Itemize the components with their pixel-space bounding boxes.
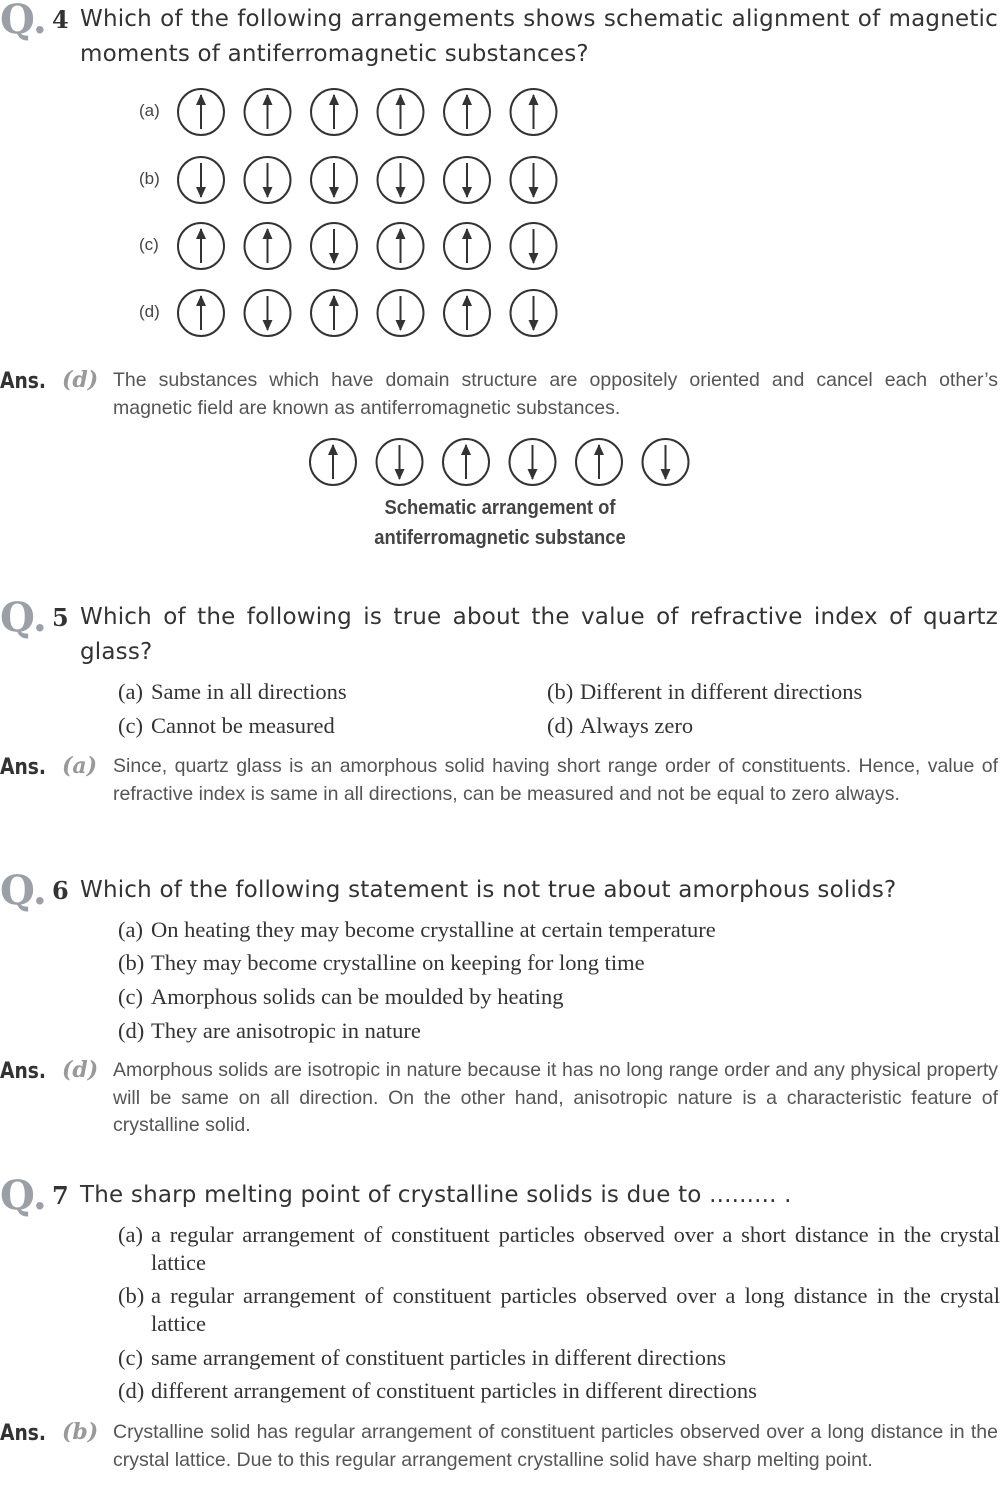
down-arrow-circle-icon: [377, 439, 423, 485]
down-arrow-circle-icon: [511, 290, 557, 336]
down-arrow-circle-icon: [643, 439, 689, 485]
down-arrow-circle-icon: [511, 223, 557, 269]
option-text: Always zero: [580, 713, 694, 738]
question-text: Which of the following statement is not true about amorphous solids?: [80, 877, 897, 903]
answer-label: Ans.: [0, 1421, 47, 1446]
antiferromagnetic-figure: [0, 432, 1000, 492]
up-arrow-circle-icon: [311, 89, 357, 135]
option-d[interactable]: [118, 1017, 421, 1045]
option-text: They are anisotropic in nature: [151, 1018, 421, 1043]
up-arrow-circle-icon: [443, 439, 489, 485]
option-label: (d): [118, 1018, 145, 1043]
diagram-option-label: (d): [139, 302, 160, 321]
up-arrow-circle-icon: [245, 89, 291, 135]
answer-label: Ans.: [0, 1059, 47, 1084]
answer-key: (b): [62, 1419, 99, 1445]
down-arrow-circle-icon: [511, 157, 557, 203]
option-text: Amorphous solids can be moulded by heating: [151, 984, 564, 1009]
option-d[interactable]: [547, 712, 693, 740]
option-text: Same in all directions: [151, 679, 347, 704]
question-number: 4: [52, 5, 69, 34]
up-arrow-circle-icon: [178, 223, 224, 269]
answer-key: (a): [62, 753, 98, 779]
answer-text: Crystalline solid has regular arrangement of constituent particles observed over a long distance in the crystal lattice. Due to this regular arrangement crystalline solid have sharp melting point.: [113, 1421, 998, 1471]
up-arrow-circle-icon: [444, 290, 490, 336]
diagram-option-label: (c): [139, 235, 159, 254]
option-a[interactable]: [118, 916, 716, 944]
answer-label: Ans.: [0, 369, 47, 394]
option-text: different arrangement of constituent particles in different directions: [151, 1378, 757, 1403]
answer-key: (d): [62, 367, 99, 393]
question-number: 6: [52, 876, 69, 905]
figure-caption-line2: antiferromagnetic substance: [374, 527, 626, 549]
option-c[interactable]: [118, 1344, 726, 1372]
option-label: (c): [118, 1345, 143, 1370]
question-text: Which of the following arrangements shows schematic alignment of magnetic moments of antiferromagnetic substances?: [80, 6, 998, 67]
option-label: (d): [547, 713, 574, 738]
question-label: Q.: [0, 867, 47, 914]
option-a[interactable]: [118, 678, 347, 706]
answer-text: The substances which have domain structure are oppositely oriented and cancel each other’s magnetic field are known as antiferromagnetic substances.: [113, 369, 998, 419]
question-text: The sharp melting point of crystalline solids is due to ......... .: [80, 1182, 792, 1208]
answer-text: Since, quartz glass is an amorphous solid having short range order of constituents. Hence, value of refractive index is same in all directions, can be measured and not be equal to zero always.: [113, 755, 998, 805]
diagram-option-row: [0, 82, 1000, 142]
answer-label: Ans.: [0, 755, 47, 780]
option-text: a regular arrangement of constituent particles observed over a long distance in the crystal lattice: [151, 1283, 1000, 1336]
option-label: (b): [547, 679, 574, 704]
option-text: Cannot be measured: [151, 713, 335, 738]
up-arrow-circle-icon: [444, 89, 490, 135]
diagram-option-row: [0, 283, 1000, 343]
answer-key: (d): [62, 1057, 99, 1083]
option-label: (b): [118, 1283, 145, 1308]
up-arrow-circle-icon: [576, 439, 622, 485]
figure-caption-line1: Schematic arrangement of: [384, 497, 616, 519]
diagram-option-row: [0, 150, 1000, 210]
down-arrow-circle-icon: [311, 157, 357, 203]
question-label: Q.: [0, 1172, 47, 1219]
up-arrow-circle-icon: [378, 89, 424, 135]
down-arrow-circle-icon: [378, 157, 424, 203]
up-arrow-circle-icon: [444, 223, 490, 269]
option-label: (a): [118, 1222, 143, 1247]
up-arrow-circle-icon: [311, 290, 357, 336]
question-number: 5: [52, 603, 69, 632]
option-label: (d): [118, 1378, 145, 1403]
diagram-option-row: [0, 216, 1000, 276]
up-arrow-circle-icon: [378, 223, 424, 269]
question-label: Q.: [0, 594, 47, 641]
question-text: Which of the following is true about the value of refractive index of quartz glass?: [80, 604, 998, 665]
up-arrow-circle-icon: [178, 89, 224, 135]
question-label: Q.: [0, 0, 47, 43]
option-label: (c): [118, 984, 143, 1009]
option-c[interactable]: [118, 983, 563, 1011]
down-arrow-circle-icon: [444, 157, 490, 203]
option-text: They may become crystalline on keeping for long time: [151, 950, 645, 975]
option-b[interactable]: [118, 949, 645, 977]
option-label: (c): [118, 713, 143, 738]
option-label: (a): [118, 679, 143, 704]
question-number: 7: [52, 1181, 69, 1210]
down-arrow-circle-icon: [311, 223, 357, 269]
diagram-option-label: (a): [139, 101, 160, 120]
down-arrow-circle-icon: [510, 439, 556, 485]
up-arrow-circle-icon: [310, 439, 356, 485]
answer-text: Amorphous solids are isotropic in nature because it has no long range order and any physical property will be same on all direction. On the other hand, anisotropic nature is a characteristic feature of crystalline solid.: [113, 1059, 998, 1136]
option-text: On heating they may become crystalline at certain temperature: [151, 917, 716, 942]
option-label: (b): [118, 950, 145, 975]
diagram-option-label: (b): [139, 169, 160, 188]
option-label: (a): [118, 917, 143, 942]
down-arrow-circle-icon: [245, 290, 291, 336]
down-arrow-circle-icon: [378, 290, 424, 336]
option-c[interactable]: [118, 712, 335, 740]
option-text: a regular arrangement of constituent particles observed over a short distance in the crystal lattice: [151, 1222, 1000, 1275]
down-arrow-circle-icon: [178, 157, 224, 203]
option-text: Different in different directions: [580, 679, 863, 704]
down-arrow-circle-icon: [245, 157, 291, 203]
option-text: same arrangement of constituent particles in different directions: [151, 1345, 727, 1370]
option-b[interactable]: [118, 1282, 1000, 1338]
up-arrow-circle-icon: [245, 223, 291, 269]
up-arrow-circle-icon: [178, 290, 224, 336]
up-arrow-circle-icon: [511, 89, 557, 135]
option-d[interactable]: [118, 1377, 757, 1405]
option-a[interactable]: [118, 1221, 1000, 1277]
option-b[interactable]: [547, 678, 862, 706]
